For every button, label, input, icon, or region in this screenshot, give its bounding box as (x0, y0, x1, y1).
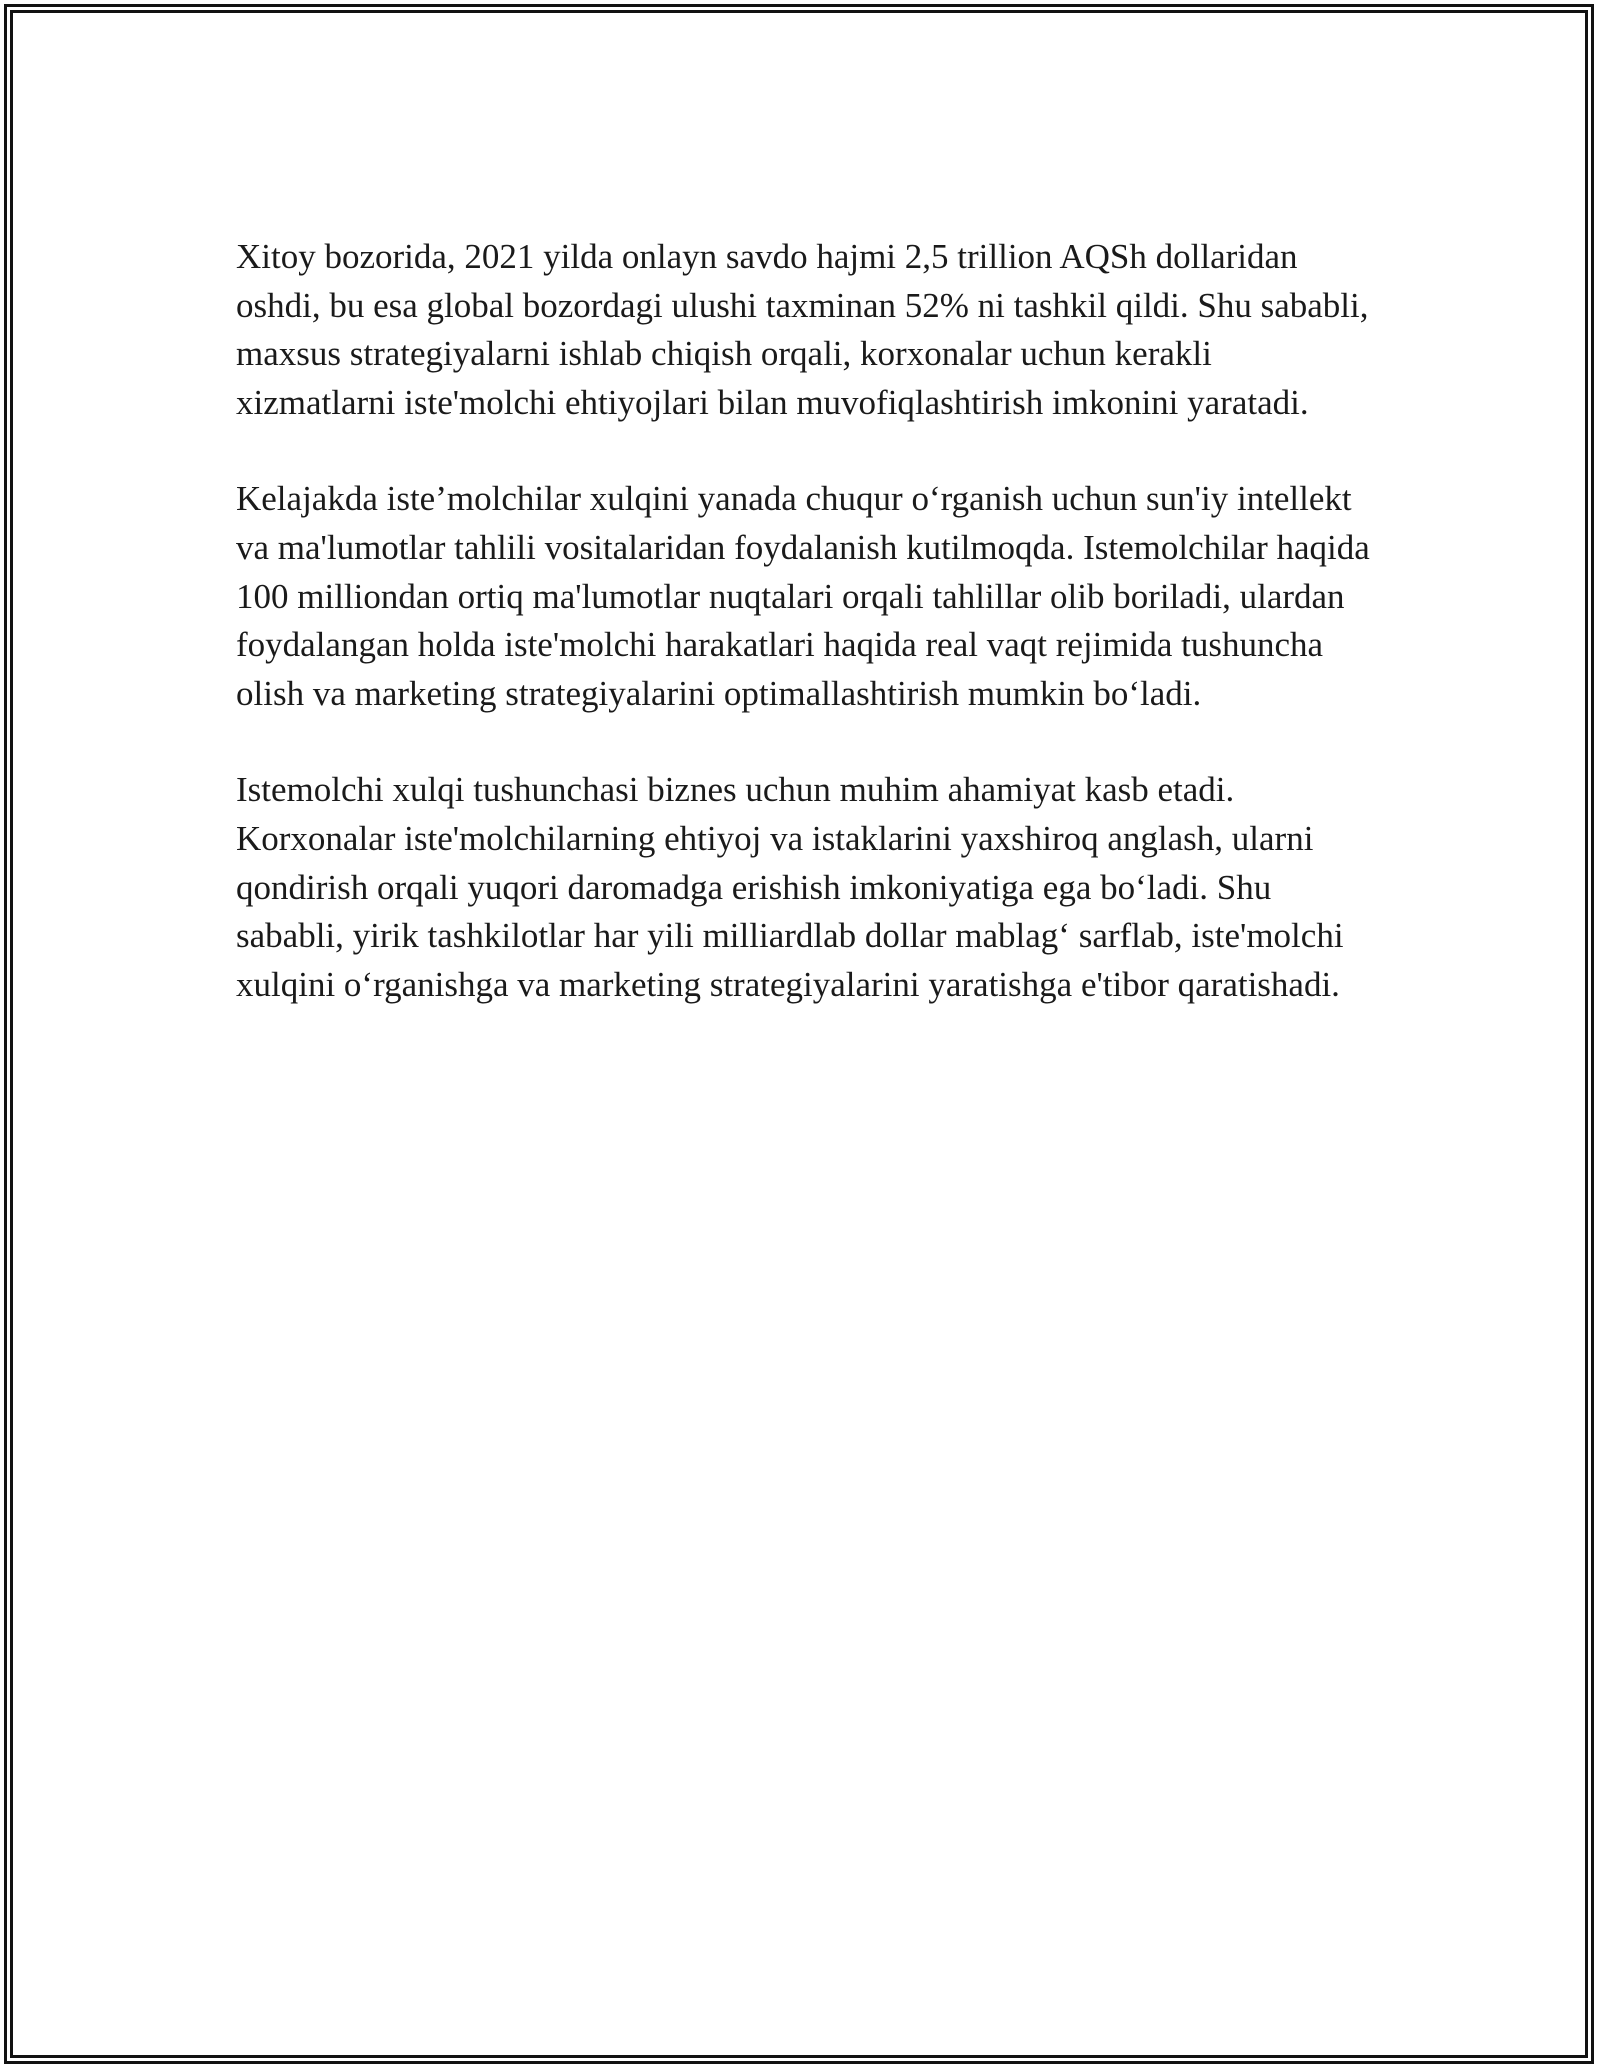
paragraph-online-trade: Xitoy bozorida, 2021 yilda onlayn savdo hajmi 2,5 trillion AQSh dollaridan oshdi, bu esa global bozordagi ulushi taxminan 52% ni tashkil qildi. Shu sababli, maxsus strategiyalarni ishlab chiqish orqali, korxonalar uchun kerakli xizmatlarni iste'molchi ehtiyojlari bilan muvofiqlashtirish imkonini yaratadi. (236, 237, 1369, 422)
paragraph-future-analysis: Kelajakda iste’molchilar xulqini yanada chuqur o‘rganish uchun sun'iy intellekt va ma'lumotlar tahlili vositalaridan foydalanish kutilmoqda. Istemolchilar haqida 100 milliondan ortiq ma'lumotlar nuqtalari orqali tahlillar olib boriladi, ulardan foydalangan holda iste'molchi harakatlari haqida real vaqt rejimida tushuncha olish va marketing strategiyalarini optimallashtirish mumkin bo‘ladi. (236, 479, 1370, 713)
document-body (236, 233, 1371, 1057)
paragraph-consumer-behavior: Istemolchi xulqi tushunchasi biznes uchun muhim ahamiyat kasb etadi. Korxonalar iste'molchilarning ehtiyoj va istaklarini yaxshiroq anglash, ularni qondirish orqali yuqori daromadga erishish imkoniyatiga ega bo‘ladi. Shu sababli, yirik tashkilotlar har yili milliardlab dollar mablag‘ sarflab, iste'molchi xulqini o‘rganishga va marketing strategiyalarini yaratishga e'tibor qaratishadi. (236, 770, 1344, 1004)
